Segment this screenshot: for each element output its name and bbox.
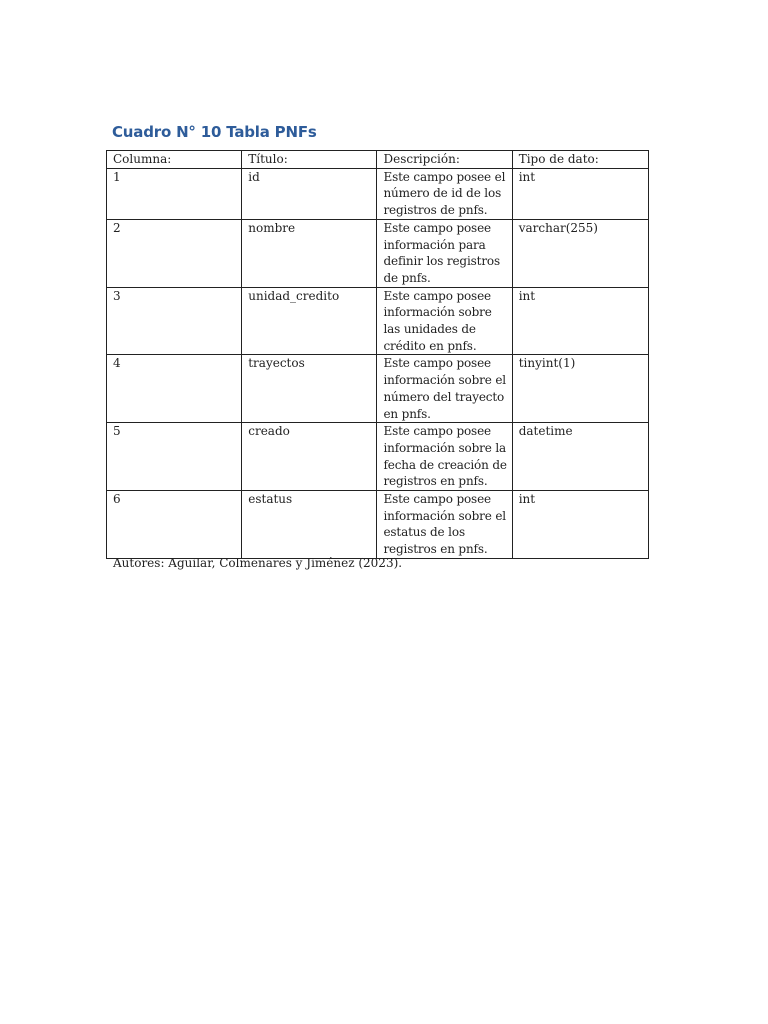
pnfs-table [106,150,649,559]
header-titulo: Título: [242,151,377,169]
cell-titulo: id [242,168,377,219]
cell-titulo: trayectos [242,355,377,423]
cell-tipo: int [512,287,648,355]
header-columna: Columna: [107,151,242,169]
cell-descripcion: Este campo posee información sobre el estatus de los registros en pnfs. [377,491,512,559]
table-header-row [107,151,649,169]
cell-titulo: unidad_credito [242,287,377,355]
cell-columna: 4 [107,355,242,423]
cell-descripcion: Este campo posee información sobre el número del trayecto en pnfs. [377,355,512,423]
cell-columna: 1 [107,168,242,219]
table-row [107,491,649,559]
table-row [107,168,649,219]
header-descripcion: Descripción: [377,151,512,169]
cell-tipo: varchar(255) [512,219,648,287]
table-row [107,355,649,423]
table-caption: Cuadro N° 10 Tabla PNFs [112,123,317,141]
cell-columna: 2 [107,219,242,287]
cell-descripcion: Este campo posee información sobre las unidades de crédito en pnfs. [377,287,512,355]
table-row [107,219,649,287]
cell-tipo: int [512,491,648,559]
header-tipo-de-dato: Tipo de dato: [512,151,648,169]
table-row [107,287,649,355]
cell-titulo: creado [242,423,377,491]
cell-tipo: datetime [512,423,648,491]
cell-columna: 5 [107,423,242,491]
cell-titulo: nombre [242,219,377,287]
authors-note: Autores: Aguilar, Colmenares y Jiménez (2023). [113,556,403,570]
table-row [107,423,649,491]
cell-descripcion: Este campo posee información para definir los registros de pnfs. [377,219,512,287]
cell-descripcion: Este campo posee el número de id de los registros de pnfs. [377,168,512,219]
cell-tipo: tinyint(1) [512,355,648,423]
cell-descripcion: Este campo posee información sobre la fecha de creación de registros en pnfs. [377,423,512,491]
cell-columna: 3 [107,287,242,355]
cell-titulo: estatus [242,491,377,559]
cell-tipo: int [512,168,648,219]
cell-columna: 6 [107,491,242,559]
